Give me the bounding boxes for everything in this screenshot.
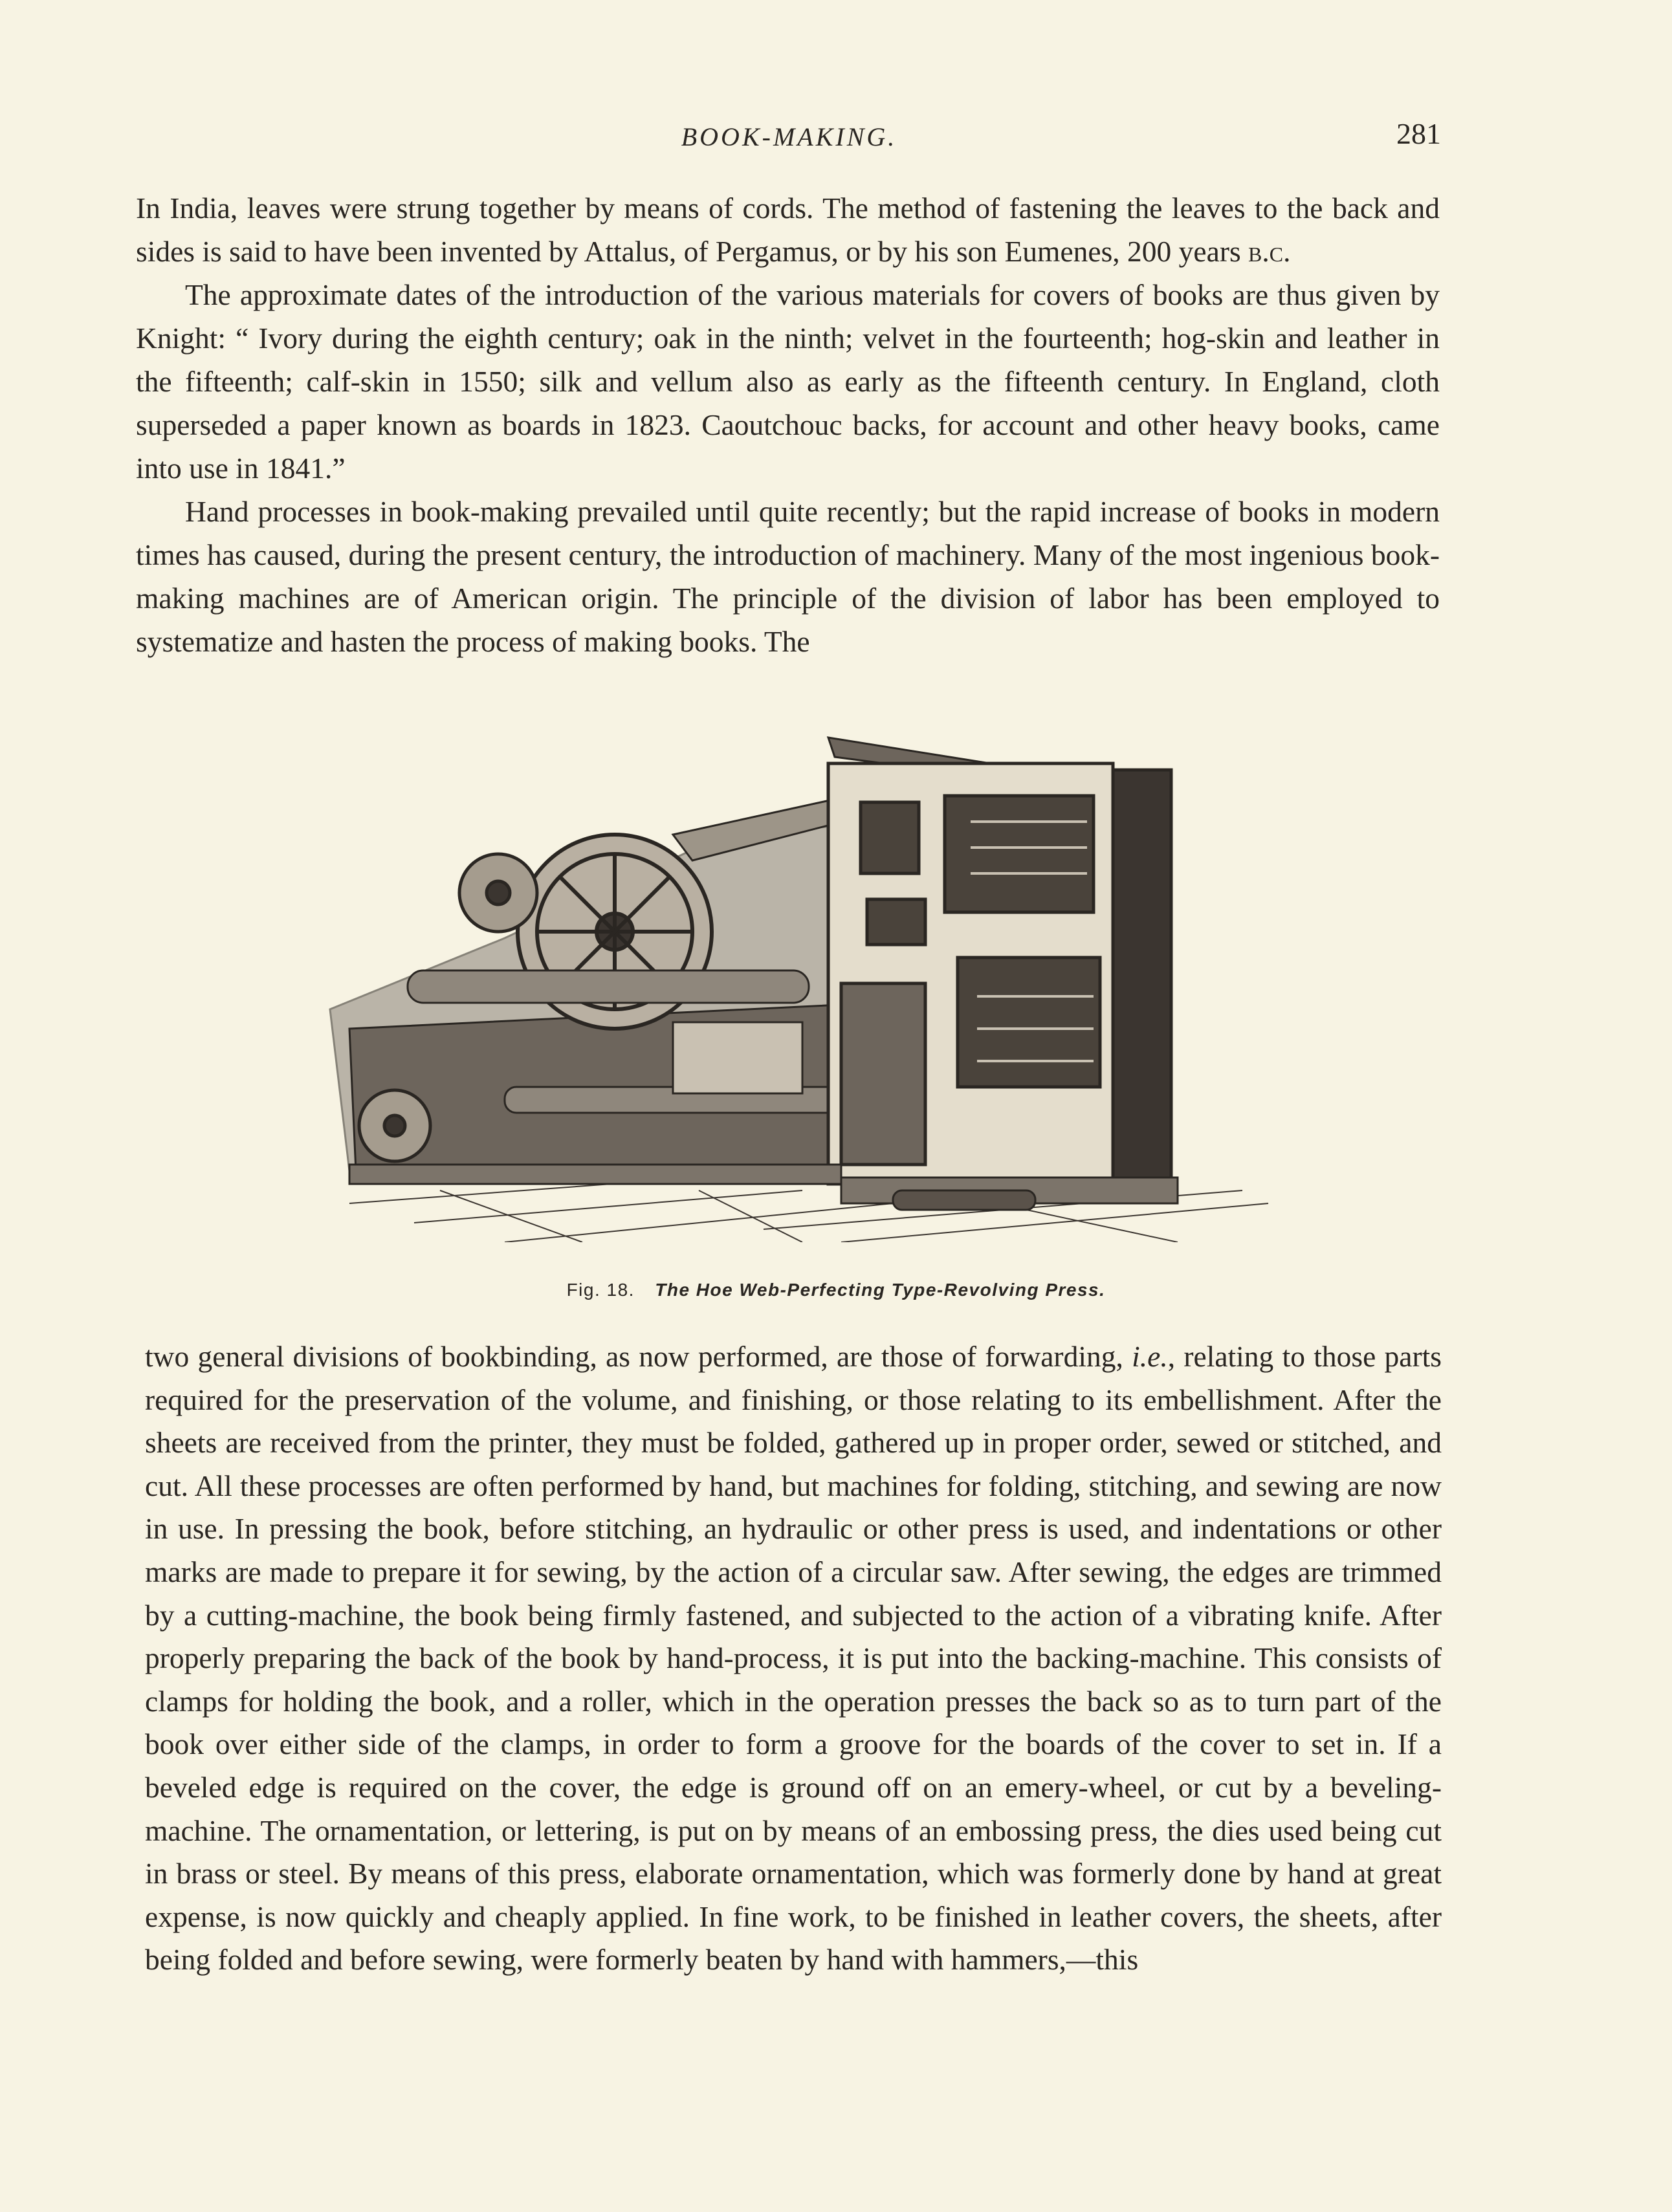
bc-abbreviation: b.c. <box>1248 235 1291 268</box>
ie-abbreviation: i.e. <box>1132 1340 1168 1373</box>
paragraph-materials: The approximate dates of the introduction of the various materials for covers of books are thus given by Knight: “ Ivory during the eighth century; oak in the ninth; velvet in the fourteenth; hog-skin and leather in the fifteenth; calf-skin in 1550; silk and vellum also as early as the fifteenth century. In England, cloth superseded a paper known as boards in 1823. Caoutchouc backs, for account and other heavy books, came into use in 1841.” <box>136 278 1440 485</box>
paragraph-bookbinding-start: two general divisions of bookbinding, as now performed, are those of forwarding, <box>145 1340 1132 1373</box>
paragraph-machinery: Hand processes in book-making prevailed until quite recently; but the rapid increase of books in modern times has caused, during the present century, the introduction of machinery. Many of the most ingenious book-making machines are of American origin. The principle of the division of labor has been employed to systematize and hasten the process of making books. The <box>136 495 1440 658</box>
press-engraving-illustration <box>311 725 1281 1242</box>
paragraph-bookbinding <box>145 1335 1442 1982</box>
paragraph-india <box>136 186 1440 273</box>
lower-text-block <box>145 1335 1442 1982</box>
page-number: 281 <box>1396 117 1441 150</box>
figure-label: Fig. 18. <box>566 1280 635 1300</box>
upper-text-block <box>136 186 1440 663</box>
figure-caption <box>0 1280 1672 1300</box>
press-engraving <box>311 725 1281 1242</box>
paragraph-india-text: In India, leaves were strung together by means of cords. The method of fastening the leaves to the back and sides is said to have been invented by Attalus, of Pergamus, or by his son Eumenes, 200 years <box>136 192 1440 268</box>
figure-title: The Hoe Web-Perfecting Type-Revolving Press. <box>655 1280 1106 1300</box>
paragraph-bookbinding-rest: , relating to those parts required for the preservation of the volume, and finishing, or those relating to its embellishment. After the sheets are received from the printer, they must be folded, gathered up in proper order, sewed or stitched, and cut. All these processes are often performed by hand, but machines for folding, stitching, and sewing are now in use. In pressing the book, before stitching, an hydraulic or other press is used, and indentations or other marks are made to prepare it for sewing, by the action of a circular saw. After sewing, the edges are trimmed by a cutting-machine, the book being firmly fastened, and subjected to the action of a vibrating knife. After properly preparing the back of the book by hand-process, it is put into the backing-machine. This consists of clamps for holding the book, and a roller, which in the operation presses the back so as to turn part of the book over either side of the clamps, in order to form a groove for the boards of the cover to set in. If a beveled edge is required on the cover, the edge is ground off on an emery-wheel, or cut by a beveling-machine. The ornamentation, or lettering, is put on by means of an embossing press, the dies used being cut in brass or steel. By means of this press, elaborate ornamentation, which was formerly done by hand at great expense, is now quickly and cheaply applied. In fine work, to be finished in leather covers, the sheets, after being folded and before sewing, were formerly beaten by hand with hammers,—this <box>145 1340 1442 1977</box>
running-head <box>137 116 1441 155</box>
running-title: BOOK-MAKING. <box>681 122 897 151</box>
